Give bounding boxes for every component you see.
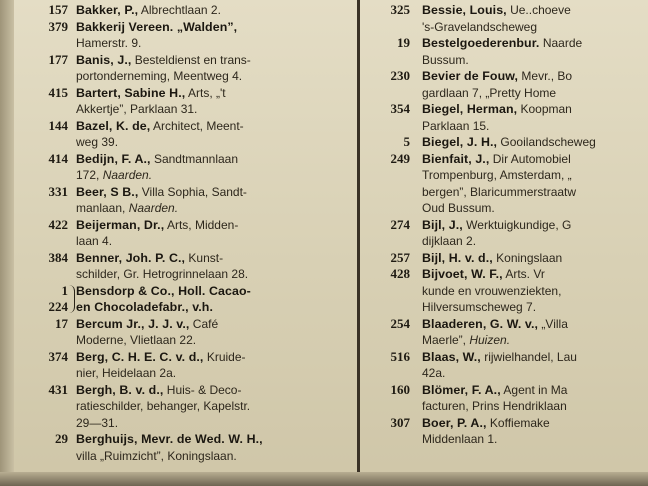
entry-name: Bercum Jr., J. J. v., bbox=[76, 316, 190, 331]
entry-body bbox=[76, 184, 354, 217]
entry-line bbox=[76, 283, 354, 300]
entry-text: 42a. bbox=[422, 366, 446, 380]
entry-number: 1 224 bbox=[48, 282, 68, 314]
entry-text: Arts, Midden- bbox=[164, 217, 239, 232]
directory-entry bbox=[366, 250, 648, 267]
entry-number: 177 bbox=[48, 51, 68, 67]
entry-line bbox=[422, 134, 648, 151]
entry-text: Gooilandscheweg bbox=[497, 135, 596, 149]
entry-text: 29—31. bbox=[76, 415, 119, 430]
entry-line bbox=[422, 250, 648, 267]
entry-text: Parklaan 15. bbox=[422, 118, 490, 133]
entry-number: 331 bbox=[48, 183, 68, 199]
entry-text: Koopman bbox=[517, 102, 572, 116]
entry-number: 384 bbox=[48, 249, 68, 265]
entry-name: Biegel, J. H., bbox=[422, 135, 498, 149]
entry-text: kunde en vrouwenziekten, bbox=[422, 283, 562, 298]
entry-text: laan 4. bbox=[76, 234, 113, 248]
entry-name: Bazel, K. de, bbox=[76, 118, 151, 133]
entry-text: nier, Heidelaan 2a. bbox=[76, 366, 177, 380]
entry-number: 144 bbox=[48, 117, 68, 133]
entry-name: Beijerman, Dr., bbox=[76, 217, 165, 232]
entry-body bbox=[76, 217, 354, 250]
directory-entry bbox=[366, 134, 648, 151]
entry-number: 249 bbox=[390, 150, 410, 166]
entry-body bbox=[422, 382, 648, 415]
entry-line bbox=[76, 233, 354, 250]
entry-text: Albrechtlaan 2. bbox=[138, 3, 221, 17]
entry-name: Banis, J., bbox=[76, 52, 132, 67]
entry-text: Hilversumscheweg 7. bbox=[422, 300, 537, 314]
entry-text: rijwielhandel, Lau bbox=[480, 349, 577, 364]
entry-text: Ue..choeve bbox=[506, 3, 571, 17]
entry-line bbox=[76, 184, 354, 201]
directory-entry bbox=[18, 151, 354, 184]
entry-number: 431 bbox=[48, 381, 68, 397]
entry-body bbox=[422, 250, 648, 267]
entry-number: 325 bbox=[390, 2, 410, 17]
entry-line bbox=[76, 448, 354, 465]
entry-text: Maerle”, bbox=[422, 333, 470, 347]
entry-number: 422 bbox=[48, 216, 68, 232]
entry-body bbox=[422, 151, 648, 217]
entry-line bbox=[422, 19, 648, 36]
entry-line bbox=[76, 2, 354, 19]
entry-line bbox=[422, 85, 648, 102]
directory-entry bbox=[18, 250, 354, 283]
entry-body bbox=[422, 415, 648, 448]
entry-line bbox=[422, 283, 648, 300]
entry-place: Huizen. bbox=[469, 333, 511, 347]
directory-entry bbox=[18, 2, 354, 19]
entry-text: Bussum. bbox=[422, 52, 469, 67]
entry-line bbox=[76, 68, 354, 85]
entry-body bbox=[76, 151, 354, 184]
entry-line bbox=[422, 349, 648, 366]
entry-number: 29 bbox=[55, 431, 68, 446]
entry-text: Villa Sophia, Sandt- bbox=[138, 184, 247, 199]
directory-entry bbox=[18, 382, 354, 432]
entry-name: Bakkerij Vereen. „Walden”, bbox=[76, 19, 238, 34]
entry-number: 354 bbox=[390, 101, 410, 116]
directory-entry bbox=[366, 35, 648, 68]
right-column bbox=[366, 2, 648, 448]
entry-line bbox=[76, 52, 354, 69]
entry-number: 17 bbox=[55, 315, 68, 331]
entry-text: Arts. Vr bbox=[502, 267, 545, 281]
directory-entry bbox=[18, 349, 354, 382]
entry-text: Kruide- bbox=[203, 349, 246, 364]
directory-entry bbox=[18, 431, 354, 464]
entry-line bbox=[76, 35, 354, 52]
entry-name: en Chocoladefabr., v.h. bbox=[76, 300, 214, 314]
entry-line bbox=[422, 118, 648, 135]
entry-text: Café bbox=[189, 316, 219, 331]
entry-text: portonderneming, Meentweg 4. bbox=[76, 69, 243, 83]
directory-entry bbox=[366, 151, 648, 217]
entry-body bbox=[76, 2, 354, 19]
entry-place: Naarden. bbox=[128, 201, 179, 215]
entry-line bbox=[76, 85, 354, 102]
entry-line bbox=[422, 382, 648, 399]
entry-name: Berg, C. H. E. C. v. d., bbox=[76, 349, 204, 364]
entry-line bbox=[76, 415, 354, 432]
entry-body bbox=[422, 35, 648, 68]
entry-text: dijklaan 2. bbox=[422, 234, 477, 248]
entry-name: Benner, Joh. P. C., bbox=[76, 250, 186, 265]
entry-number: 157 bbox=[48, 2, 68, 17]
entry-text: Koffiemake bbox=[486, 415, 550, 430]
entry-line bbox=[422, 398, 648, 415]
entry-name: Boer, P. A., bbox=[422, 415, 487, 430]
entry-line bbox=[76, 398, 354, 415]
entry-text: gardlaan 7, „Pretty Home bbox=[422, 85, 557, 100]
entry-number: 516 bbox=[390, 348, 410, 364]
entry-text: schilder, Gr. Hetrogrinnelaan 28. bbox=[76, 267, 249, 281]
directory-entry bbox=[18, 316, 354, 349]
directory-entry bbox=[366, 382, 648, 415]
entry-line bbox=[76, 217, 354, 234]
directory-entry bbox=[18, 184, 354, 217]
directory-entry bbox=[18, 217, 354, 250]
entry-name: Bakker, P., bbox=[76, 3, 139, 17]
entry-text: Middenlaan 1. bbox=[422, 432, 498, 446]
entry-number: 379 bbox=[48, 18, 68, 34]
entry-text: Agent in Ma bbox=[500, 382, 568, 397]
entry-line bbox=[422, 151, 648, 168]
entry-line bbox=[422, 68, 648, 85]
entry-line bbox=[422, 101, 648, 118]
entry-number: 414 bbox=[48, 150, 68, 166]
directory-entry bbox=[366, 217, 648, 250]
entry-number: 307 bbox=[390, 414, 410, 430]
entry-line bbox=[76, 382, 354, 399]
directory-entry bbox=[366, 68, 648, 101]
entry-number: 374 bbox=[48, 348, 68, 364]
entry-line bbox=[422, 233, 648, 250]
entry-name: Bedijn, F. A., bbox=[76, 151, 151, 166]
entry-name: Blaaderen, G. W. v., bbox=[422, 316, 539, 331]
entry-line bbox=[422, 35, 648, 52]
entry-number: 254 bbox=[390, 315, 410, 331]
entry-text: ratieschilder, behanger, Kapelstr. bbox=[76, 399, 251, 413]
entry-number: 5 bbox=[403, 134, 410, 149]
entry-text: Akkertje”, Parklaan 31. bbox=[76, 102, 198, 116]
entry-name: Bijvoet, W. F., bbox=[422, 267, 503, 281]
left-column bbox=[18, 2, 354, 464]
entry-line bbox=[422, 217, 648, 234]
entry-number: 274 bbox=[390, 216, 410, 232]
column-divider bbox=[357, 0, 360, 474]
entry-line bbox=[76, 365, 354, 382]
entry-body bbox=[76, 283, 354, 316]
directory-entry bbox=[366, 2, 648, 35]
entry-name: Bartert, Sabine H., bbox=[76, 85, 186, 100]
entry-name: Blaas, W., bbox=[422, 349, 481, 364]
entry-text: Dir Automobiel bbox=[489, 151, 571, 166]
entry-number: 257 bbox=[390, 249, 410, 265]
entry-text: Huis- & Deco- bbox=[163, 382, 242, 397]
entry-number: 160 bbox=[390, 381, 410, 397]
entry-line bbox=[76, 250, 354, 267]
entry-line bbox=[422, 365, 648, 382]
page-binding-edge bbox=[0, 0, 14, 486]
entry-line bbox=[422, 184, 648, 201]
entry-line bbox=[422, 52, 648, 69]
entry-line bbox=[76, 134, 354, 151]
entry-line bbox=[76, 200, 354, 217]
entry-line bbox=[422, 200, 648, 217]
directory-entry bbox=[366, 316, 648, 349]
entry-text: bergen”, Blaricummerstraatw bbox=[422, 184, 577, 199]
brace-mark bbox=[69, 285, 75, 313]
entry-body bbox=[76, 52, 354, 85]
entry-text: Werktuigkundige, G bbox=[462, 217, 572, 232]
entry-line bbox=[76, 266, 354, 283]
entry-text: 's-Gravelandscheweg bbox=[422, 19, 538, 34]
entry-name: Bessie, Louis, bbox=[422, 3, 507, 17]
entry-text: Arts, „'t bbox=[185, 85, 226, 100]
entry-line bbox=[76, 118, 354, 135]
entry-text: 172, bbox=[76, 168, 103, 182]
page-bottom-shadow bbox=[0, 472, 648, 486]
entry-name: Bijl, J., bbox=[422, 217, 463, 232]
entry-line bbox=[76, 431, 354, 448]
entry-name: Bevier de Fouw, bbox=[422, 69, 519, 83]
directory-entry bbox=[366, 415, 648, 448]
entry-place: Naarden. bbox=[102, 168, 153, 182]
directory-entry bbox=[366, 266, 648, 316]
directory-entry bbox=[18, 85, 354, 118]
entry-body bbox=[76, 382, 354, 432]
entry-text: Trompenburg, Amsterdam, „ bbox=[422, 168, 572, 182]
entry-text: Sandtmannlaan bbox=[150, 151, 239, 166]
entry-text: Hamerstr. 9. bbox=[76, 36, 142, 50]
entry-text: Mevr., Bo bbox=[518, 69, 573, 83]
entry-name: Berghuijs, Mevr. de Wed. W. H., bbox=[76, 432, 263, 446]
entry-text: „Villa bbox=[538, 316, 568, 331]
entry-body bbox=[76, 431, 354, 464]
entry-body bbox=[76, 118, 354, 151]
entry-text: villa „Ruimzicht”, Koningslaan. bbox=[76, 448, 237, 463]
entry-body bbox=[422, 2, 648, 35]
entry-number: 230 bbox=[390, 68, 410, 83]
entry-line bbox=[422, 266, 648, 283]
entry-text: Oud Bussum. bbox=[422, 201, 495, 215]
entry-body bbox=[422, 217, 648, 250]
entry-line bbox=[76, 316, 354, 333]
entry-body bbox=[76, 85, 354, 118]
entry-line bbox=[422, 299, 648, 316]
entry-number: 19 bbox=[397, 35, 410, 50]
entry-text: Besteldienst en trans- bbox=[131, 52, 251, 67]
entry-line bbox=[422, 2, 648, 19]
entry-text: manlaan, bbox=[76, 201, 129, 215]
entry-body bbox=[422, 349, 648, 382]
entry-text: Naarde bbox=[539, 36, 583, 50]
entry-number: 415 bbox=[48, 84, 68, 100]
entry-name: Bestelgoederenbur. bbox=[422, 36, 540, 50]
entry-text: Moderne, Vlietlaan 22. bbox=[76, 333, 197, 347]
entry-line bbox=[76, 299, 354, 316]
directory-entry bbox=[18, 118, 354, 151]
entry-body bbox=[422, 134, 648, 151]
entry-body bbox=[76, 316, 354, 349]
entry-line bbox=[76, 349, 354, 366]
entry-text: weg 39. bbox=[76, 135, 119, 149]
entry-line bbox=[76, 101, 354, 118]
directory-entry bbox=[366, 349, 648, 382]
entry-name: Blömer, F. A., bbox=[422, 382, 501, 397]
entry-name: Bijl, H. v. d., bbox=[422, 250, 493, 265]
entry-line bbox=[422, 415, 648, 432]
entry-text: Architect, Meent- bbox=[150, 118, 244, 133]
entry-body bbox=[76, 250, 354, 283]
entry-line bbox=[76, 332, 354, 349]
entry-line bbox=[422, 167, 648, 184]
entry-line bbox=[76, 151, 354, 168]
entry-line bbox=[422, 316, 648, 333]
entry-body bbox=[76, 349, 354, 382]
entry-name: Beer, S B., bbox=[76, 184, 139, 199]
entry-text: facturen, Prins Hendriklaan bbox=[422, 399, 567, 413]
entry-name: Biegel, Herman, bbox=[422, 102, 518, 116]
entry-body bbox=[422, 68, 648, 101]
entry-line bbox=[76, 167, 354, 184]
entry-text: Koningslaan bbox=[492, 250, 563, 265]
entry-name: Bensdorp & Co., Holl. Cacao- bbox=[76, 283, 251, 298]
entry-body bbox=[422, 101, 648, 134]
entry-line bbox=[422, 431, 648, 448]
directory-entry bbox=[18, 283, 354, 316]
entry-line bbox=[76, 19, 354, 36]
directory-entry bbox=[18, 52, 354, 85]
directory-entry bbox=[366, 101, 648, 134]
entry-name: Bienfait, J., bbox=[422, 151, 490, 166]
entry-body bbox=[422, 266, 648, 316]
entry-body bbox=[76, 19, 354, 52]
entry-body bbox=[422, 316, 648, 349]
entry-line bbox=[422, 332, 648, 349]
entry-number: 428 bbox=[390, 266, 410, 281]
entry-name: Bergh, B. v. d., bbox=[76, 382, 164, 397]
directory-entry bbox=[18, 19, 354, 52]
entry-text: Kunst- bbox=[185, 250, 224, 265]
